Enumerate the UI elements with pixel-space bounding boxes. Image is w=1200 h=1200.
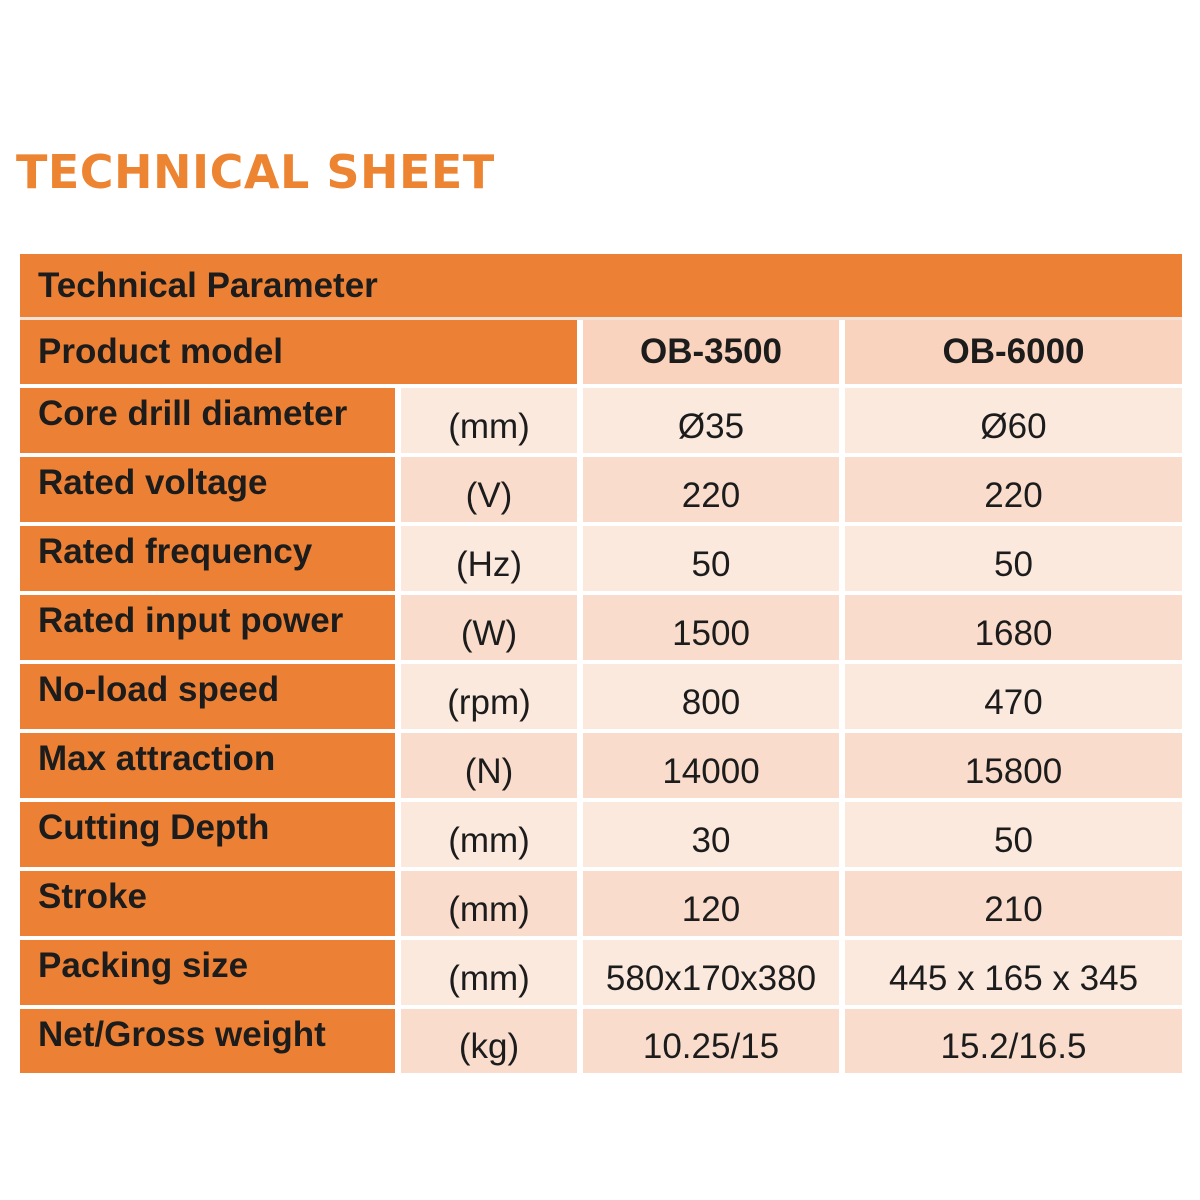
parameter-value-ob-3500: 30 <box>583 802 845 871</box>
parameter-value-ob-3500: 580x170x380 <box>583 940 845 1009</box>
parameter-value-ob-6000: 50 <box>845 802 1182 871</box>
table-row <box>20 457 1182 526</box>
parameter-value-ob-3500: 10.25/15 <box>583 1009 845 1073</box>
parameter-label: Rated frequency <box>20 526 401 595</box>
table-row <box>20 664 1182 733</box>
parameter-unit: (Hz) <box>401 526 583 595</box>
table-row <box>20 733 1182 802</box>
parameter-value-ob-6000: 470 <box>845 664 1182 733</box>
parameter-value-ob-6000: 15800 <box>845 733 1182 802</box>
parameter-value-ob-6000: 50 <box>845 526 1182 595</box>
parameter-label: Rated voltage <box>20 457 401 526</box>
table-row <box>20 871 1182 940</box>
product-model-row <box>20 320 1182 388</box>
table-header-row <box>20 254 1182 320</box>
parameter-value-ob-3500: 220 <box>583 457 845 526</box>
parameter-label: No-load speed <box>20 664 401 733</box>
page-title: TECHNICAL SHEET <box>16 145 495 199</box>
parameter-unit: (mm) <box>401 940 583 1009</box>
parameter-unit: (kg) <box>401 1009 583 1073</box>
parameter-unit: (rpm) <box>401 664 583 733</box>
parameter-value-ob-6000: Ø60 <box>845 388 1182 457</box>
parameter-value-ob-3500: 800 <box>583 664 845 733</box>
parameter-unit: (mm) <box>401 388 583 457</box>
parameter-value-ob-6000: 15.2/16.5 <box>845 1009 1182 1073</box>
table-row <box>20 940 1182 1009</box>
parameter-label: Packing size <box>20 940 401 1009</box>
table-row <box>20 802 1182 871</box>
parameter-label: Stroke <box>20 871 401 940</box>
parameter-label: Max attraction <box>20 733 401 802</box>
table-row <box>20 526 1182 595</box>
table-row <box>20 388 1182 457</box>
product-model-label: Product model <box>20 320 583 388</box>
parameter-label: Net/Gross weight <box>20 1009 401 1073</box>
technical-parameter-table <box>20 254 1182 1073</box>
parameter-unit: (W) <box>401 595 583 664</box>
parameter-value-ob-6000: 445 x 165 x 345 <box>845 940 1182 1009</box>
parameter-value-ob-6000: 210 <box>845 871 1182 940</box>
parameter-unit: (mm) <box>401 802 583 871</box>
parameter-unit: (N) <box>401 733 583 802</box>
table-row <box>20 1009 1182 1073</box>
parameter-value-ob-3500: 120 <box>583 871 845 940</box>
model-name: OB-6000 <box>845 320 1182 388</box>
parameter-value-ob-6000: 1680 <box>845 595 1182 664</box>
parameter-value-ob-3500: 14000 <box>583 733 845 802</box>
parameter-label: Core drill diameter <box>20 388 401 457</box>
table-header: Technical Parameter <box>20 254 1182 320</box>
table-row <box>20 595 1182 664</box>
parameter-value-ob-3500: 1500 <box>583 595 845 664</box>
parameter-label: Rated input power <box>20 595 401 664</box>
parameter-label: Cutting Depth <box>20 802 401 871</box>
parameter-unit: (mm) <box>401 871 583 940</box>
parameter-value-ob-3500: Ø35 <box>583 388 845 457</box>
parameter-unit: (V) <box>401 457 583 526</box>
model-name: OB-3500 <box>583 320 845 388</box>
parameter-value-ob-6000: 220 <box>845 457 1182 526</box>
parameter-value-ob-3500: 50 <box>583 526 845 595</box>
